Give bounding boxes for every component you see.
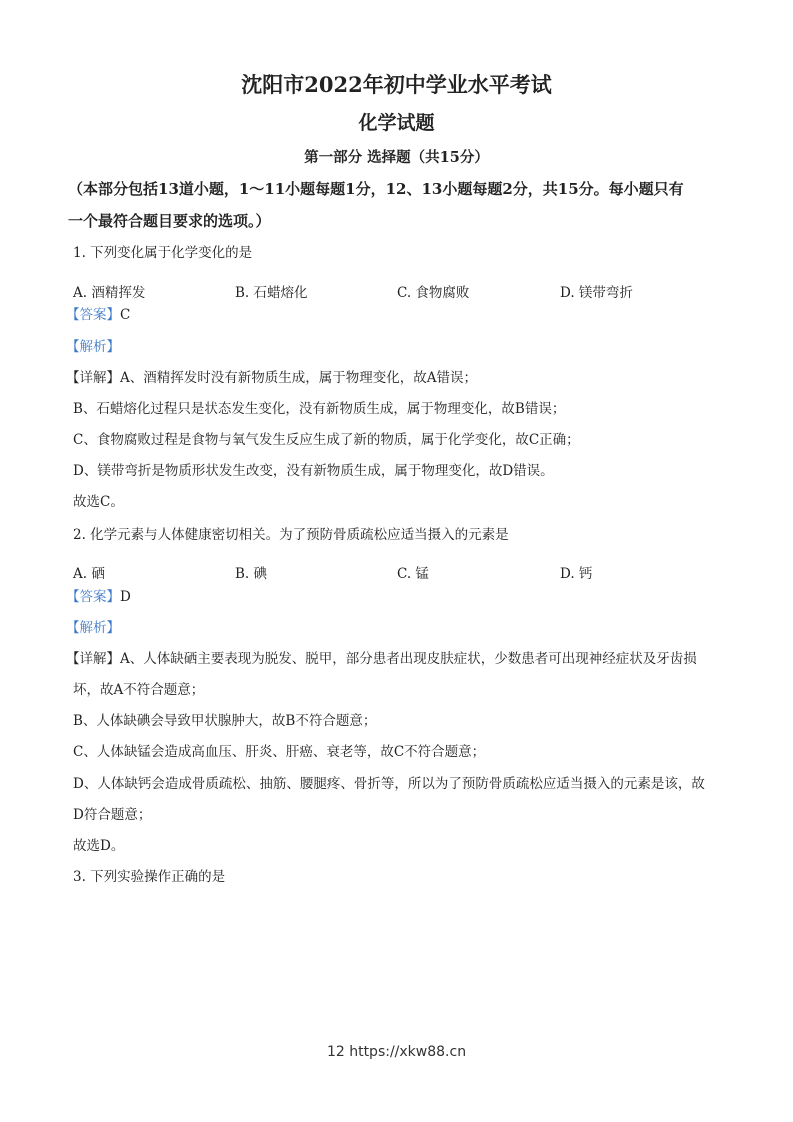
exam-subtitle: 化学试题 [358, 112, 435, 134]
q2-detail-2: 坏，故A不符合题意； [73, 682, 205, 698]
q1-option-d: D. 镁带弯折 [560, 285, 633, 301]
detail-text: A、人体缺硒主要表现为脱发、脱甲，部分患者出现皮肤症状，少数患者可出现神经症状及牙齿损 [120, 651, 697, 667]
q2-detail-6: D符合题意； [73, 807, 152, 823]
answer-value: D [120, 589, 131, 605]
q2-analysis-label: 【解析】 [66, 620, 120, 636]
q2-option-a: A. 硒 [73, 566, 105, 582]
q1-conclusion: 故选C。 [73, 494, 124, 510]
question-2-stem: 2. 化学元素与人体健康密切相关。为了预防骨质疏松应适当摄入的元素是 [73, 527, 509, 543]
answer-value: C [120, 307, 131, 323]
q2-conclusion: 故选D。 [73, 838, 125, 854]
q1-option-a: A. 酒精挥发 [73, 285, 146, 301]
answer-label: 【答案】 [66, 589, 120, 605]
q2-option-c: C. 锰 [397, 566, 429, 582]
detail-text: A、酒精挥发时没有新物质生成，属于物理变化，故A错误； [120, 370, 477, 386]
q1-detail-1 [66, 369, 477, 387]
q2-detail-4: C、人体缺锰会造成高血压、肝炎、肝癌、衰老等，故C不符合题意； [73, 744, 486, 760]
q1-detail-2: B、石蜡熔化过程只是状态发生变化，没有新物质生成，属于物理变化，故B错误； [73, 401, 566, 417]
q2-detail-3: B、人体缺碘会导致甲状腺肿大，故B不符合题意； [73, 713, 377, 729]
instructions-line-2: 一个最符合题目要求的选项。） [68, 212, 271, 230]
page-footer: 12 https://xkw88.cn [326, 1044, 467, 1060]
question-3-stem: 3. 下列实验操作正确的是 [73, 869, 226, 885]
q1-analysis-label: 【解析】 [66, 339, 120, 355]
section-heading: 第一部分 选择题（共15分） [304, 149, 489, 166]
q1-answer [66, 306, 130, 324]
q2-answer [66, 588, 131, 606]
instructions-line-1: （本部分包括13道小题，1～11小题每题1分，12、13小题每题2分，共15分。每小题只有 [68, 180, 684, 198]
q2-detail-5: D、人体缺钙会造成骨质疏松、抽筋、腰腿疼、骨折等，所以为了预防骨质疏松应适当摄入的元素是该，故 [73, 776, 705, 792]
q2-option-b: B. 碘 [235, 566, 268, 582]
q1-option-b: B. 石蜡熔化 [235, 285, 308, 301]
exam-title: 沈阳市2022年初中学业水平考试 [241, 72, 552, 97]
q1-option-c: C. 食物腐败 [397, 285, 470, 301]
answer-label: 【答案】 [66, 307, 120, 323]
q2-option-d: D. 钙 [560, 566, 593, 582]
q2-detail-1 [66, 650, 697, 668]
detail-label: 【详解】 [66, 370, 120, 386]
q1-detail-3: C、食物腐败过程是食物与氧气发生反应生成了新的物质，属于化学变化，故C正确； [73, 432, 580, 448]
question-1-stem: 1. 下列变化属于化学变化的是 [73, 245, 253, 261]
detail-label: 【详解】 [66, 651, 120, 667]
q1-detail-4: D、镁带弯折是物质形状发生改变，没有新物质生成，属于物理变化，故D错误。 [73, 463, 554, 479]
